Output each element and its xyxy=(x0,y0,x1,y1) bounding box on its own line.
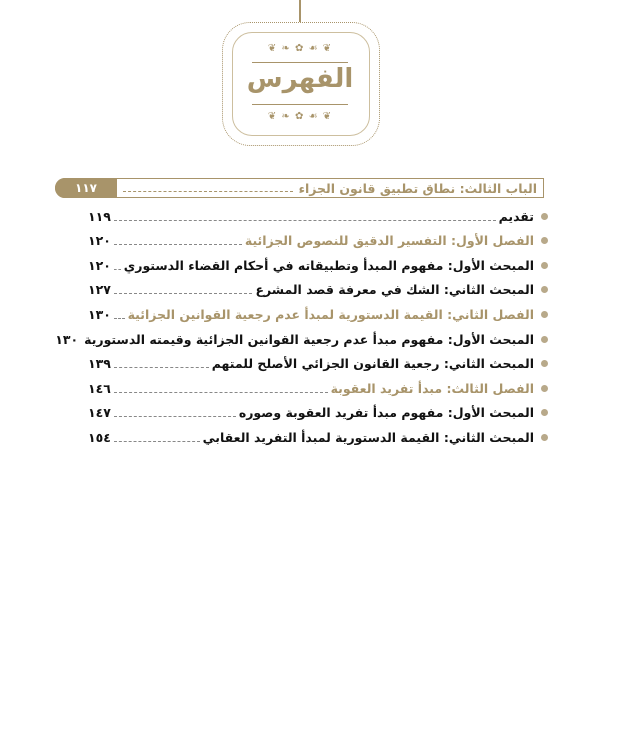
entry-page-number: ١٢٠ xyxy=(88,257,111,273)
bullet-icon xyxy=(541,262,548,269)
bullet-icon xyxy=(541,409,548,416)
entry-page-number: ١٤٦ xyxy=(88,380,111,396)
entry-title: الفصل الأول: التفسير الدقيق للنصوص الجزائية xyxy=(244,233,534,249)
toc-entry[interactable] xyxy=(88,427,548,447)
part-page-number: ١١٧ xyxy=(55,178,117,198)
bullet-icon xyxy=(541,434,548,441)
bullet-icon xyxy=(541,360,548,367)
bullet-icon xyxy=(541,237,548,244)
bullet-icon xyxy=(541,385,548,392)
entry-title: المبحث الثاني: القيمة الدستورية لمبدأ التفريد العقابي xyxy=(202,429,534,445)
bullet-icon xyxy=(541,213,548,220)
part-header[interactable] xyxy=(55,178,544,198)
leader-dots xyxy=(114,293,253,294)
ornament-top-icon: ❦ ❧ ✿ ☙ ❦ xyxy=(267,43,333,54)
entry-title: الفصل الثاني: القيمة الدستورية لمبدأ عدم رجعية القوانين الجزائية xyxy=(127,306,534,322)
bullet-icon xyxy=(541,311,548,318)
toc-entry[interactable] xyxy=(88,378,548,398)
toc-entry[interactable] xyxy=(88,280,548,300)
leader-dots xyxy=(114,318,125,319)
entry-page-number: ١١٩ xyxy=(88,208,111,224)
entry-page-number: ١٤٧ xyxy=(88,405,111,421)
page-title: الفهرس xyxy=(246,64,354,94)
entry-page-number: ١٢٠ xyxy=(88,233,111,249)
leader-dots xyxy=(114,244,242,245)
entry-page-number: ١٣٠ xyxy=(55,331,79,347)
leader-dots xyxy=(123,191,293,192)
divider xyxy=(252,104,348,105)
leader-dots xyxy=(114,441,200,442)
leader-dots xyxy=(114,416,236,417)
leader-dots xyxy=(114,392,328,393)
entry-page-number: ١٢٧ xyxy=(88,282,111,298)
toc-entry[interactable] xyxy=(88,255,548,275)
toc-entry[interactable] xyxy=(88,304,548,324)
entry-title: المبحث الثاني: الشك في معرفة قصد المشرع xyxy=(255,282,534,298)
leader-dots xyxy=(114,220,496,221)
part-title: الباب الثالث: نطاق تطبيق قانون الجزاء xyxy=(298,180,537,196)
entry-title: المبحث الأول: مفهوم مبدأ عدم رجعية القوانين الجزائية وقيمته الدستورية xyxy=(84,331,534,347)
leader-dots xyxy=(114,269,121,270)
hanging-line xyxy=(299,0,301,22)
bullet-icon xyxy=(541,286,548,293)
toc-entry[interactable] xyxy=(88,403,548,423)
toc-entry[interactable] xyxy=(88,231,548,251)
entry-title: تقديم xyxy=(498,208,534,224)
entry-page-number: ١٥٤ xyxy=(88,429,111,445)
toc-entry[interactable] xyxy=(55,329,548,349)
entry-page-number: ١٣٩ xyxy=(88,356,111,372)
entry-title: الفصل الثالث: مبدأ تفريد العقوبة xyxy=(330,380,534,396)
toc-entry[interactable] xyxy=(88,354,548,374)
entry-title: المبحث الثاني: رجعية القانون الجزائي الأصلح للمتهم xyxy=(211,356,534,372)
bullet-icon xyxy=(541,336,548,343)
toc-entry[interactable] xyxy=(88,206,548,226)
entry-page-number: ١٣٠ xyxy=(88,306,111,322)
leader-dots xyxy=(114,367,209,368)
divider xyxy=(252,62,348,63)
entry-title: المبحث الأول: مفهوم مبدأ تفريد العقوبة وصوره xyxy=(238,405,534,421)
ornament-bottom-icon: ❦ ❧ ✿ ☙ ❦ xyxy=(267,111,333,122)
entry-title: المبحث الأول: مفهوم المبدأ وتطبيقاته في أحكام القضاء الدستوري xyxy=(123,257,534,273)
